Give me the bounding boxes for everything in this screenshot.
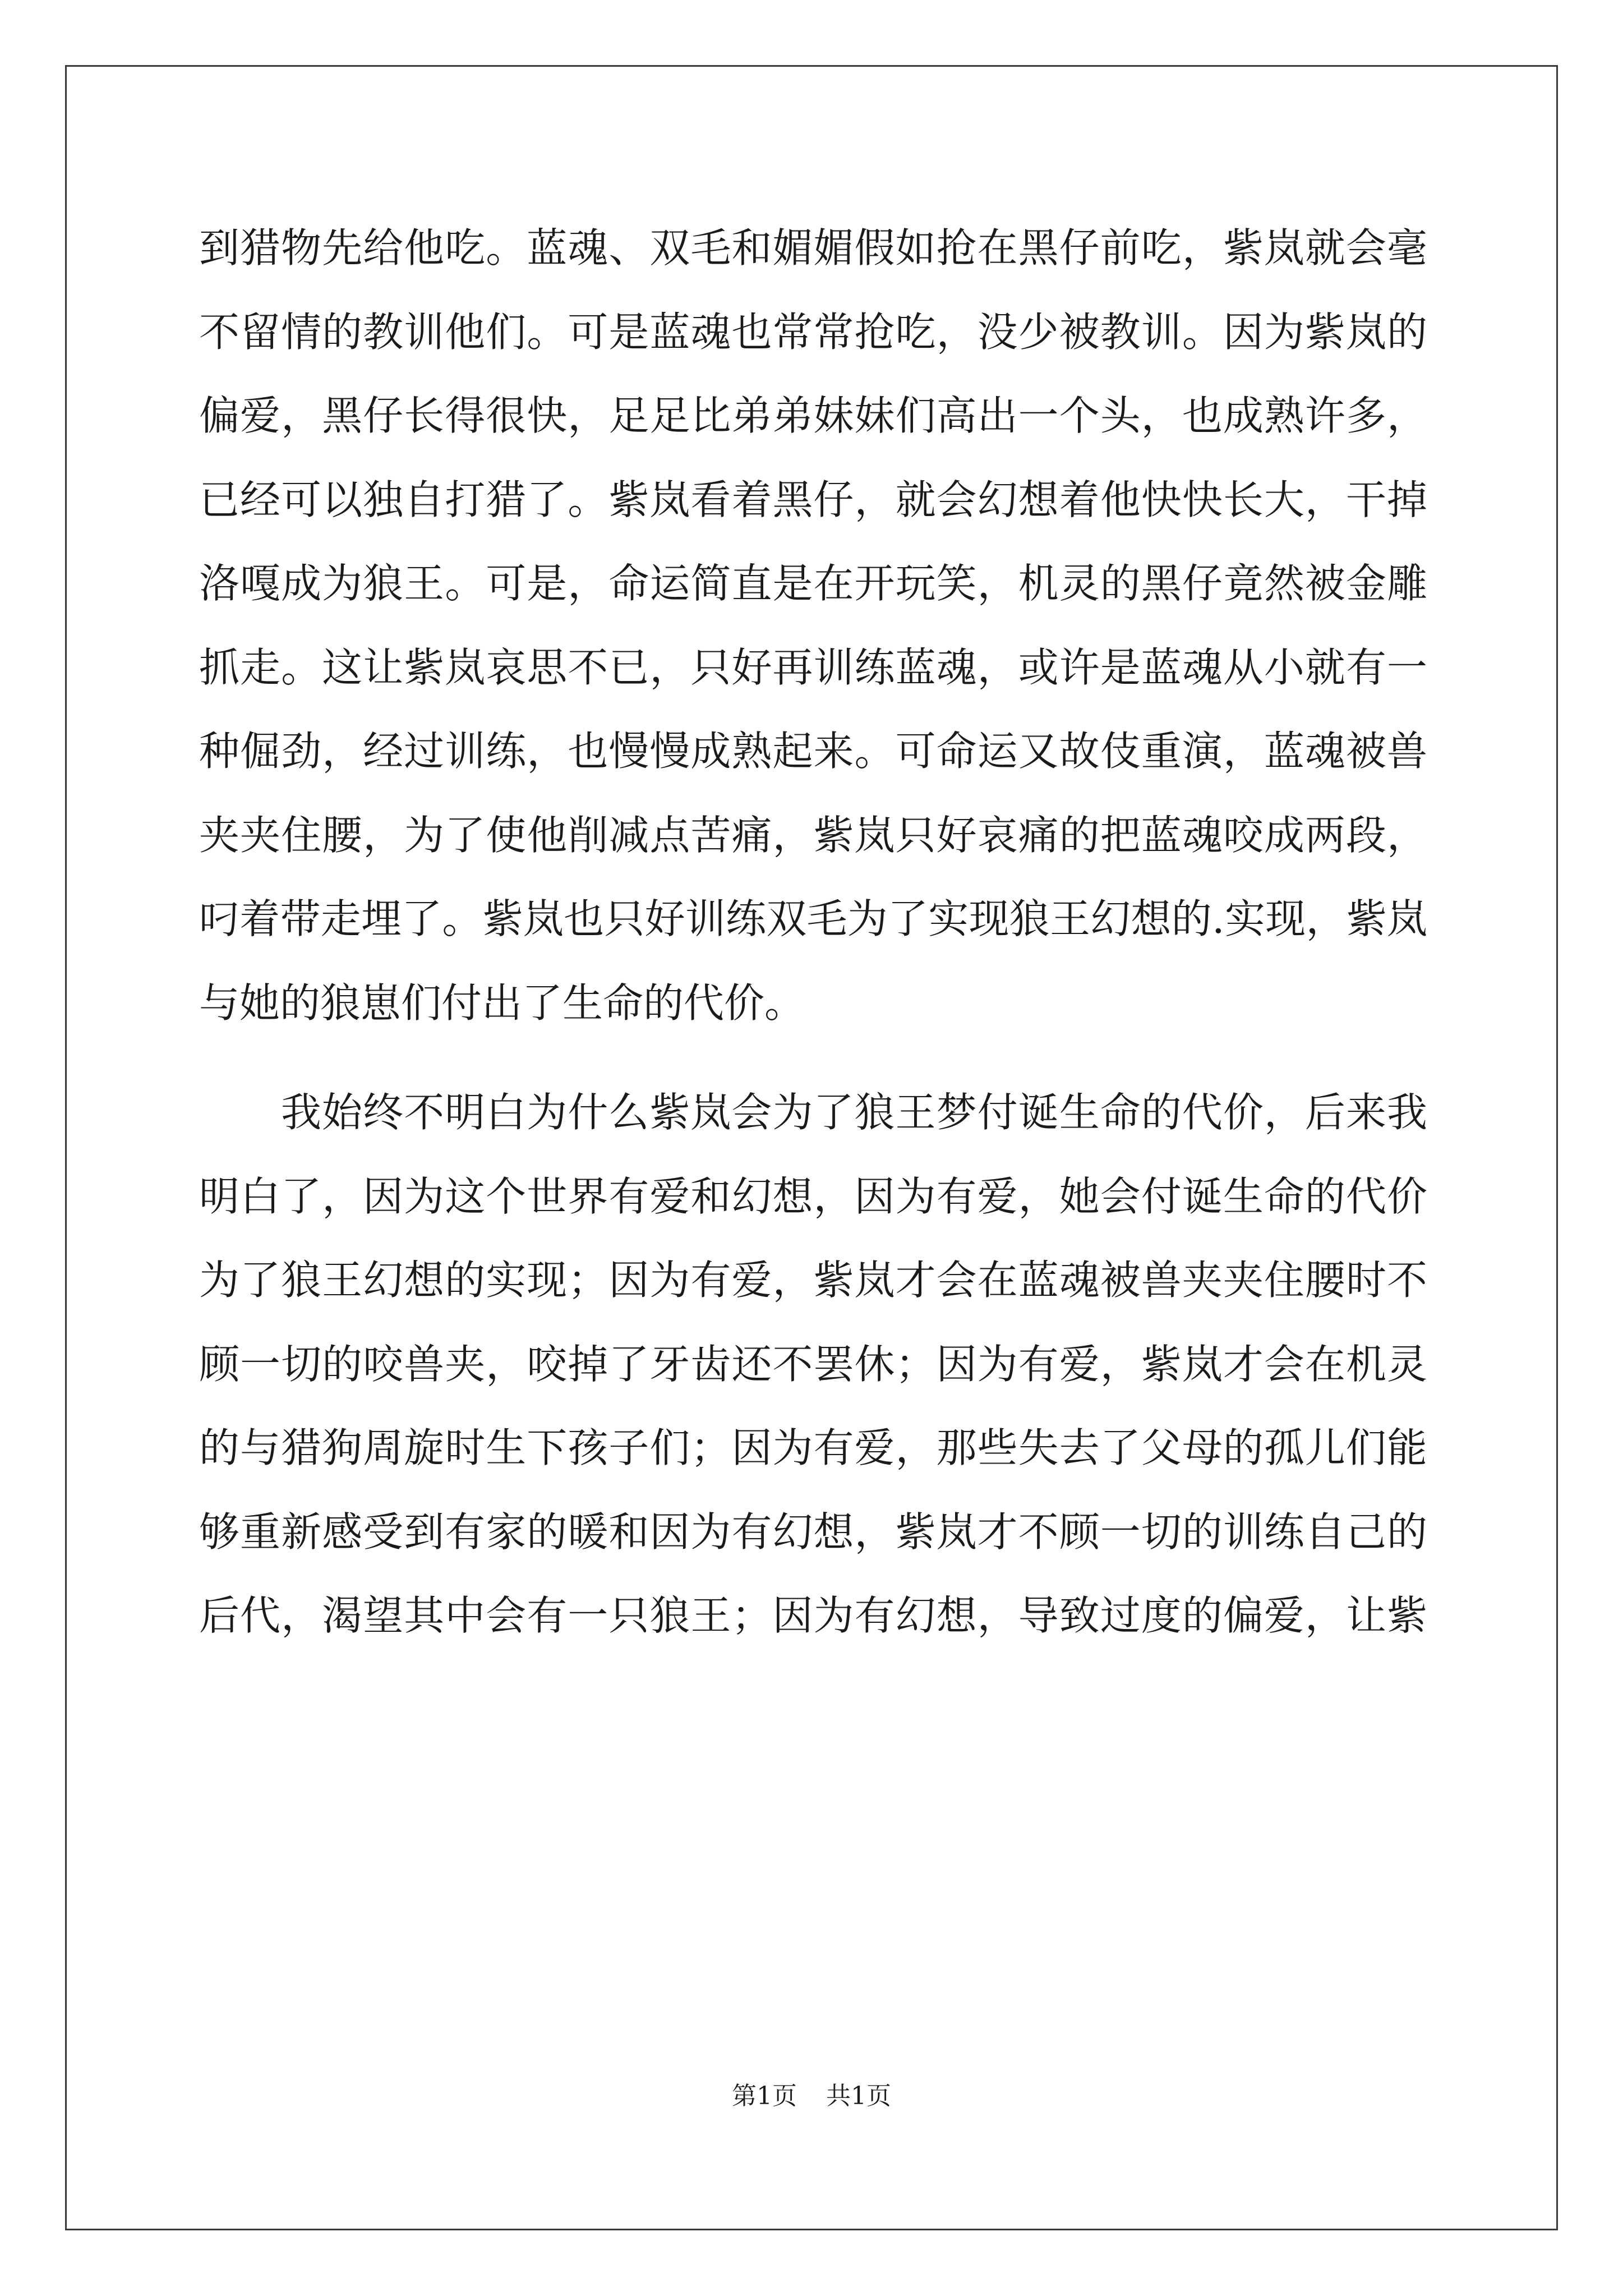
document-body (199, 206, 1427, 1658)
text-line: 够重新感受到有家的暖和因为有幻想，紫岚才不顾一切的训练自己的 (199, 1508, 1427, 1556)
text-line: 叼着带走埋了。紫岚也只好训练双毛为了实现狼王幻想的.实现，紫岚 (199, 895, 1427, 942)
page-footer (0, 2076, 1623, 2111)
text-line: 不留情的教训他们。可是蓝魂也常常抢吃，没少被教训。因为紫岚的 (199, 308, 1427, 356)
text-line: 为了狼王幻想的实现；因为有爱，紫岚才会在蓝魂被兽夹夹住腰时不 (199, 1257, 1427, 1304)
text-line: 后代，渴望其中会有一只狼王；因为有幻想，导致过度的偏爱，让紫 (199, 1592, 1427, 1639)
text-line: 已经可以独自打猎了。紫岚看着黑仔，就会幻想着他快快长大，干掉 (199, 476, 1427, 523)
text-line: 我始终不明白为什么紫岚会为了狼王梦付诞生命的代价，后来我 (281, 1089, 1427, 1136)
text-line: 夹夹住腰，为了使他削减点苦痛，紫岚只好哀痛的把蓝魂咬成两段， (199, 811, 1427, 859)
paragraph-gap (199, 1045, 1427, 1071)
text-line: 洛嘎成为狼王。可是，命运简直是在开玩笑，机灵的黑仔竟然被金雕 (199, 560, 1427, 607)
text-line: 顾一切的咬兽夹，咬掉了牙齿还不罢休；因为有爱，紫岚才会在机灵 (199, 1340, 1427, 1388)
text-line: 抓走。这让紫岚哀思不已，只好再训练蓝魂，或许是蓝魂从小就有一 (199, 643, 1427, 691)
page-total: 共1页 (826, 2082, 891, 2110)
text-line: 到猎物先给他吃。蓝魂、双毛和媚媚假如抢在黑仔前吃，紫岚就会毫 (199, 224, 1427, 272)
page-number: 第1页 (732, 2082, 797, 2110)
text-line: 种倔劲，经过训练，也慢慢成熟起来。可命运又故伎重演，蓝魂被兽 (199, 728, 1427, 775)
text-line: 偏爱，黑仔长得很快，足足比弟弟妹妹们高出一个头，也成熟许多， (199, 392, 1427, 439)
text-line: 的与猎狗周旋时生下孩子们；因为有爱，那些失去了父母的孤儿们能 (199, 1424, 1427, 1471)
text-line: 明白了，因为这个世界有爱和幻想，因为有爱，她会付诞生命的代价 (199, 1172, 1427, 1220)
text-line: 与她的狼崽们付出了生命的代价。 (199, 979, 805, 1027)
